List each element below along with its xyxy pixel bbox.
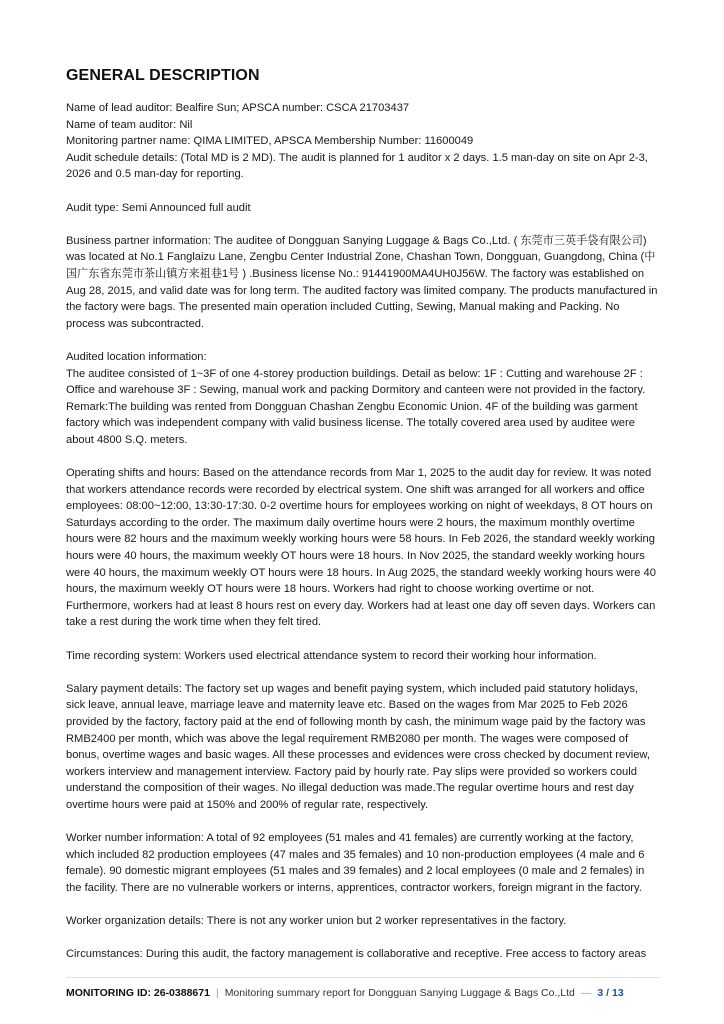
monitoring-partner-line: Monitoring partner name: QIMA LIMITED, APSCA Membership Number: 11600049 [66,135,474,148]
footer-separator: | [215,987,219,999]
operating-shifts-paragraph: Operating shifts and hours: Based on the attendance records from Mar 1, 2025 to the audit day for review. It was noted that workers attendance records were recorded by electrical system. One shift was arranged for all workers and office employees: 08:00~12:00, 13:30-17:30. 0-2 overtime hours for employees working on night of weekdays, 8 OT hours on Saturdays according to the order. The maximum daily overtime hours were 2 hours, the maximum monthly overtime hours were 82 hours and the maximum weekly working hours were 58 hours. In Feb 2026, the standard weekly working hours were 40 hours, the maximum weekly OT hours were 18 hours. In Nov 2025, the standard weekly working hours were 40 hours, the maximum weekly OT hours were 18 hours. In Aug 2025, the standard weekly working hours were 40 hours, the maximum weekly OT hours were 18 hours. Workers had right to choose working overtime or not. Furthermore, workers had at least 8 hours rest on every day. Workers had at least one day off seven days. Workers can take a rest during the work time when they felt tired. [66,467,656,629]
lead-auditor-line: Name of lead auditor: Bealfire Sun; APSCA number: CSCA 21703437 [66,102,410,114]
time-recording-paragraph: Time recording system: Workers used electrical attendance system to record their working hour information. [66,649,597,662]
footer-dash: — [580,987,592,999]
section-heading: GENERAL DESCRIPTION [66,67,260,84]
salary-payment-paragraph: Salary payment details: The factory set up wages and benefit paying system, which included paid statutory holidays, sick leave, annual leave, marriage leave and maternity leave etc. Based on the wages from Mar 2025 to Feb 2026 provided by the factory, factory paid at the end of following month by cash, the minimum wage paid by the factory was RMB2400 per month, which was above the legal requirement RMB2080 per month. The wages were composed of bonus, overtime wages and basic wages. All these processes and evidences were cross checked by document review, workers interview and management interview. Factory paid by hourly rate. Pay slips were provided so workers could understand the composition of their wages. No illegal deduction was made.The regular overtime hours and rest day overtime hours were paid at 150% and 200% of regular rate, respectively. [66,682,650,811]
team-auditor-line: Name of team auditor: Nil [66,118,193,131]
circumstances-paragraph: Circumstances: During this audit, the factory management is collaborative and receptive. Free access to factory areas [66,948,647,961]
page-footer [66,977,660,1000]
worker-number-paragraph: Worker number information: A total of 92 employees (51 males and 41 females) are currently working at the factory, which included 82 production employees (47 males and 35 females) and 10 non-production employees (4 male and 6 female). 90 domestic migrant employees (51 males and 39 females) and 2 local employees (0 male and 2 females) in the facility. There are no vulnerable workers or interns, apprentices, contractor workers, foreign migrant in the factory. [66,832,645,894]
audit-schedule-line: Audit schedule details: (Total MD is 2 MD). The audit is planned for 1 auditor x 2 days. 1.5 man-day on site on Apr 2-3, 2026 and 0.5 man-day for reporting. [66,151,648,181]
worker-organization-paragraph: Worker organization details: There is not any worker union but 2 worker representatives in the factory. [66,915,567,928]
page-number: 3 / 13 [597,987,624,999]
audited-location-paragraph: Audited location information: The auditee consisted of 1~3F of one 4-storey production buildings. Detail as below: 1F : Cutting and warehouse 2F : Office and warehouse 3F : Sewing, manual work and packing Dormitory and canteen were not provided in the factory. Remark:The building was rented from Dongguan Chashan Zengbu Economic Union. 4F of the building was garment factory which was independent company with valid business license. The totally covered area used by auditee were about 4800 S.Q. meters. [66,350,646,446]
audit-type-paragraph: Audit type: Semi Announced full audit [66,201,251,214]
audit-intro-block [66,100,660,183]
report-title: Monitoring summary report for Dongguan Sanying Luggage & Bags Co.,Ltd [224,987,575,999]
business-partner-paragraph: Business partner information: The auditee of Dongguan Sanying Luggage & Bags Co.,Ltd. ( 东莞市三英手袋有限公司) was located at No.1 Fanglaizu Lane, Zengbu Center Industrial Zone, Chashan Town, Dongguan, Guangdong, China (中国广东省东莞市茶山镇方来祖巷1号 ) .Business license No.: 91441900MA4UH0J56W. The factory was established on Aug 28, 2015, and valid date was for long term. The audited factory was limited company. The products manufactured in the factory were bags. The presented main operation included Cutting, Sewing, Manual making and Packing. No process was subcontracted. [66,234,658,330]
document-page [66,62,660,979]
monitoring-id: MONITORING ID: 26-0388671 [66,987,210,999]
